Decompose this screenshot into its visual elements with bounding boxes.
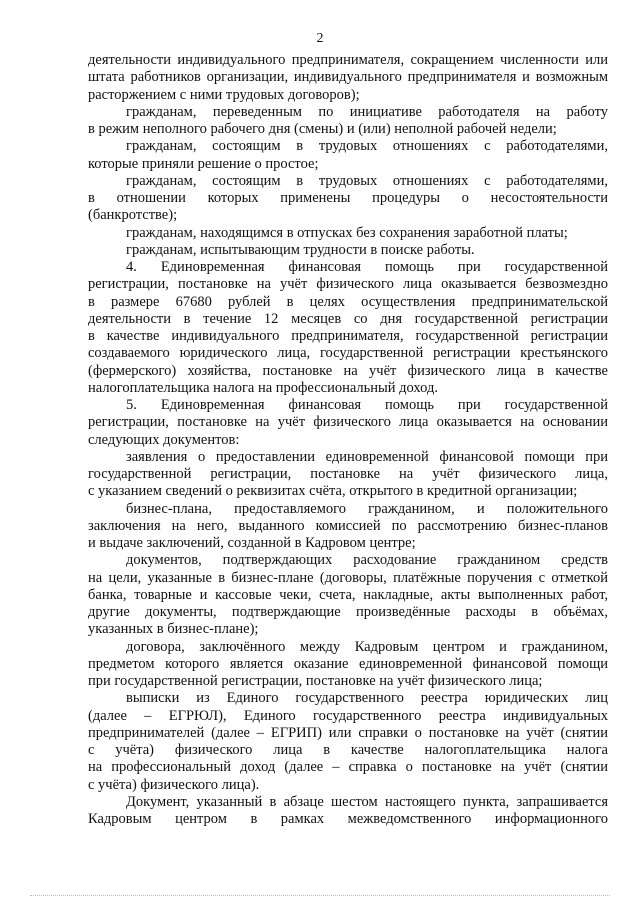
text-line: 5. Единовременная финансовая помощь при государственной (126, 397, 608, 413)
text-line: деятельности в течение 12 месяцев со дня государственной регистрации (88, 310, 608, 327)
text-line: предметом которого является оказание единовременной финансовой помощи (88, 655, 608, 672)
text-line: деятельности индивидуального предпринимателя, сокращением численности или (88, 52, 608, 68)
text-line: гражданам, испытывающим трудности в поиске работы. (126, 241, 475, 258)
page-number: 2 (316, 31, 324, 46)
text-line: создаваемого юридического лица, государственной регистрации крестьянского (88, 345, 608, 362)
text-line: с учёта) физического лица). (88, 776, 260, 793)
text-line: и выдаче заключений, созданной в Кадровом центре; (88, 535, 416, 551)
text-line: на цели, указанные в бизнес-плане (договоры, платёжные поручения с отметкой (88, 569, 608, 586)
text-line: гражданам, переведенным по инициативе работодателя на работу (126, 103, 608, 120)
text-line: на профессиональный доход (далее – справка о постановке на учёт (снятии (88, 759, 608, 776)
text-line: гражданам, состоящим в трудовых отношениях с работодателями, (126, 172, 608, 189)
text-line: следующих документов: (88, 431, 240, 448)
scan-artifact-line (30, 895, 610, 897)
text-line: налогоплательщика налога на профессиональный доход. (88, 379, 438, 396)
text-line: регистрации, постановке на учёт физического лица оказывается безвозмездно (88, 276, 608, 293)
text-line: договора, заключённого между Кадровым центром и гражданином, (126, 638, 608, 655)
text-line: в размере 67680 рублей в целях осуществления предпринимательской (88, 293, 608, 310)
text-line: государственной регистрации, постановке на учёт физического лица, (88, 466, 608, 482)
text-line: расторжением с ними трудовых договоров); (88, 86, 360, 103)
text-line: в отношении которых применены процедуры о несостоятельности (88, 190, 608, 206)
text-line: документов, подтверждающих расходование гражданином средств (126, 552, 608, 569)
text-line: предпринимателей (далее – ЕГРИП) или справки о постановке на учёт (снятии (88, 724, 608, 741)
text-line: бизнес-плана, предоставляемого гражданином, и положительного (126, 500, 608, 517)
text-line: (банкротстве); (88, 207, 178, 224)
text-line: (фермерского) хозяйства, постановке на учёт физического лица в качестве (88, 362, 608, 379)
text-line: в качестве индивидуального предпринимателя, государственной регистрации (88, 328, 608, 344)
text-line: в режим неполного рабочего дня (смены) и (или) неполной рабочей недели; (88, 121, 557, 137)
text-line: заключения на него, выданного комиссией по рассмотрению бизнес-планов (88, 517, 608, 534)
text-line: Документ, указанный в абзаце шестом настоящего пункта, запрашивается (126, 793, 608, 810)
text-line: (далее – ЕГРЮЛ), Единого государственного реестра индивидуальных (88, 707, 608, 724)
text-line: выписки из Единого государственного реестра юридических лиц (126, 690, 608, 707)
document-body (88, 52, 608, 828)
text-line: при государственной регистрации, постановке на учёт физического лица; (88, 673, 543, 689)
text-line: Кадровым центром в рамках межведомственного информационного (88, 811, 608, 827)
text-line: с учёта) физического лица в качестве налогоплательщика налога (88, 742, 608, 758)
text-line: 4. Единовременная финансовая помощь при государственной (126, 259, 608, 275)
text-line: регистрации, постановке на учёт физического лица оказывается на основании (88, 414, 608, 431)
text-line: штата работников организации, индивидуального предпринимателя и возможным (88, 69, 608, 86)
text-line: которые приняли решение о простое; (88, 155, 319, 172)
text-line: с указанием сведений о реквизитах счёта, открытого в кредитной организации; (88, 483, 578, 500)
text-line: гражданам, находящимся в отпусках без сохранения заработной платы; (126, 224, 568, 241)
text-line: банка, товарные и кассовые чеки, счета, накладные, акты выполненных работ, (88, 586, 608, 603)
text-line: другие документы, подтверждающие произведённые расходы в объёмах, (88, 604, 608, 620)
text-line: гражданам, состоящим в трудовых отношениях с работодателями, (126, 138, 608, 155)
text-line: указанных в бизнес-плане); (88, 621, 259, 638)
text-line: заявления о предоставлении единовременной финансовой помощи при (126, 448, 608, 465)
